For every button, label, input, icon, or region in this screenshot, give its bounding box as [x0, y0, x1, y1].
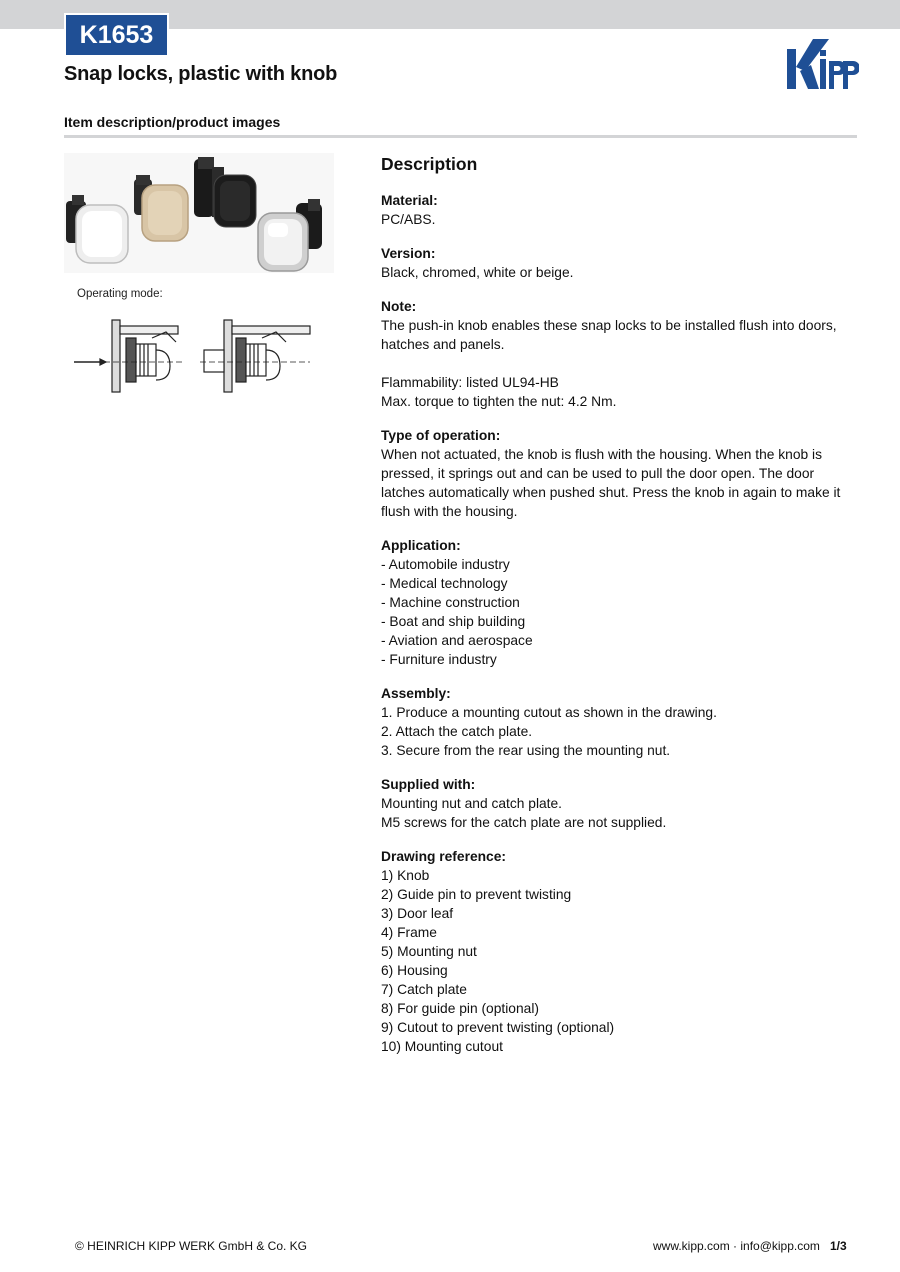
description-column: [381, 153, 857, 1071]
product-code-badge: K1653: [64, 13, 169, 57]
list-item: 2) Guide pin to prevent twisting: [381, 887, 572, 902]
list-item: - Furniture industry: [381, 652, 497, 667]
torque-text: Max. torque to tighten the nut: 4.2 Nm.: [381, 394, 617, 409]
footer-contact: www.kipp.com · info@kipp.com: [653, 1239, 820, 1253]
specs-block: [381, 373, 857, 411]
list-item: - Machine construction: [381, 595, 520, 610]
footer-copyright: © HEINRICH KIPP WERK GmbH & Co. KG: [75, 1239, 307, 1253]
list-item: 8) For guide pin (optional): [381, 1001, 539, 1016]
operation-block: [381, 426, 857, 521]
product-photo: [64, 153, 334, 273]
list-item: 1. Produce a mounting cutout as shown in the drawing.: [381, 705, 717, 720]
note-label: Note:: [381, 299, 417, 314]
list-item: 1) Knob: [381, 868, 430, 883]
material-block: [381, 191, 857, 229]
page-title: Snap locks, plastic with knob: [64, 63, 338, 85]
version-text: Black, chromed, white or beige.: [381, 265, 574, 280]
footer-page-number: 1/3: [830, 1239, 847, 1253]
material-label: Material:: [381, 193, 438, 208]
flammability-text: Flammability: listed UL94-HB: [381, 375, 559, 390]
drawing-reference-label: Drawing reference:: [381, 849, 506, 864]
section-rule: [64, 135, 857, 138]
material-text: PC/ABS.: [381, 212, 436, 227]
section-heading: Item description/product images: [64, 114, 281, 130]
operation-text: When not actuated, the knob is flush with the housing. When the knob is pressed, it springs out and can be used to pull the door open. The door latches automatically when pushed shut. Press the knob in again to make it flush with the housing.: [381, 447, 841, 519]
list-item: 3) Door leaf: [381, 906, 454, 921]
application-block: [381, 536, 857, 669]
note-block: [381, 297, 857, 354]
supplied-label: Supplied with:: [381, 777, 476, 792]
operating-mode-drawing: [64, 310, 334, 402]
operating-mode-label: Operating mode:: [77, 288, 163, 300]
list-item: - Medical technology: [381, 576, 508, 591]
supplied-block: [381, 775, 857, 832]
version-block: [381, 244, 857, 282]
list-item: - Aviation and aerospace: [381, 633, 533, 648]
list-item: 3. Secure from the rear using the mounting nut.: [381, 743, 671, 758]
list-item: M5 screws for the catch plate are not supplied.: [381, 815, 667, 830]
operation-label: Type of operation:: [381, 428, 501, 443]
kipp-logo: [783, 37, 859, 93]
list-item: - Boat and ship building: [381, 614, 526, 629]
list-item: 10) Mounting cutout: [381, 1039, 503, 1054]
version-label: Version:: [381, 246, 436, 261]
description-title: Description: [381, 154, 478, 174]
list-item: 9) Cutout to prevent twisting (optional): [381, 1020, 615, 1035]
list-item: - Automobile industry: [381, 557, 510, 572]
note-text: The push-in knob enables these snap locks to be installed flush into doors, hatches and panels.: [381, 318, 837, 352]
list-item: 5) Mounting nut: [381, 944, 477, 959]
assembly-label: Assembly:: [381, 686, 451, 701]
list-item: 4) Frame: [381, 925, 437, 940]
list-item: Mounting nut and catch plate.: [381, 796, 563, 811]
assembly-block: [381, 684, 857, 760]
drawing-reference-block: [381, 847, 857, 1056]
application-label: Application:: [381, 538, 461, 553]
list-item: 7) Catch plate: [381, 982, 467, 997]
list-item: 6) Housing: [381, 963, 448, 978]
list-item: 2. Attach the catch plate.: [381, 724, 533, 739]
